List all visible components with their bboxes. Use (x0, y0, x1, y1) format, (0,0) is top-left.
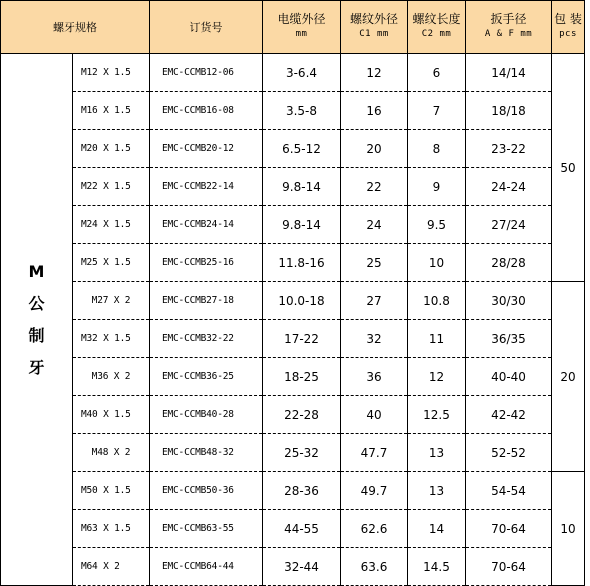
cell-wrench-size: 52-52 (466, 434, 552, 472)
cell-wrench-size: 40-40 (466, 358, 552, 396)
cell-thread-spec: M36 X 2 (73, 358, 150, 396)
cell-thread-length: 11 (408, 320, 466, 358)
cell-thread-spec: M32 X 1.5 (73, 320, 150, 358)
cell-cable-diameter: 28-36 (263, 472, 341, 510)
category-char: 制 (28, 325, 45, 345)
cell-thread-spec: M22 X 1.5 (73, 168, 150, 206)
cell-cable-diameter: 18-25 (263, 358, 341, 396)
cell-thread-length: 14.5 (408, 548, 466, 586)
cell-thread-length: 14 (408, 510, 466, 548)
cell-thread-length: 10.8 (408, 282, 466, 320)
header-thread-length-label: 螺纹长度 (412, 12, 461, 26)
cell-thread-diameter: 25 (341, 244, 408, 282)
category-char: 公 (28, 293, 45, 313)
header-thread-diameter (341, 1, 408, 54)
header-cable-diameter (263, 1, 341, 54)
cell-thread-length: 8 (408, 130, 466, 168)
cell-wrench-size: 42-42 (466, 396, 552, 434)
cell-cable-diameter: 3.5-8 (263, 92, 341, 130)
cell-wrench-size: 36/35 (466, 320, 552, 358)
cell-wrench-size: 24-24 (466, 168, 552, 206)
cell-cable-diameter: 9.8-14 (263, 168, 341, 206)
cell-order-number: EMC-CCMB36-25 (150, 358, 263, 396)
table-row (1, 510, 585, 548)
cell-wrench-size: 28/28 (466, 244, 552, 282)
cell-order-number: EMC-CCMB50-36 (150, 472, 263, 510)
cell-thread-length: 12 (408, 358, 466, 396)
cell-order-number: EMC-CCMB12-06 (150, 54, 263, 92)
table-row (1, 358, 585, 396)
cell-thread-spec: M40 X 1.5 (73, 396, 150, 434)
cell-thread-length: 7 (408, 92, 466, 130)
cell-wrench-size: 18/18 (466, 92, 552, 130)
cell-wrench-size: 54-54 (466, 472, 552, 510)
cell-cable-diameter: 3-6.4 (263, 54, 341, 92)
header-thread-diameter-label: 螺纹外径 (349, 12, 398, 26)
cell-order-number: EMC-CCMB27-18 (150, 282, 263, 320)
cell-thread-diameter: 22 (341, 168, 408, 206)
cell-wrench-size: 30/30 (466, 282, 552, 320)
table-row (1, 434, 585, 472)
cell-order-number: EMC-CCMB40-28 (150, 396, 263, 434)
cell-packaging-group: 20 (552, 282, 585, 472)
table-row (1, 320, 585, 358)
cell-cable-diameter: 6.5-12 (263, 130, 341, 168)
cell-thread-length: 9 (408, 168, 466, 206)
table-row (1, 548, 585, 586)
cell-order-number: EMC-CCMB25-16 (150, 244, 263, 282)
header-packaging (552, 1, 585, 54)
cell-order-number: EMC-CCMB32-22 (150, 320, 263, 358)
cell-thread-length: 12.5 (408, 396, 466, 434)
header-thread-diameter-unit: C1 mm (359, 29, 389, 39)
cell-cable-diameter: 25-32 (263, 434, 341, 472)
cell-packaging-group: 50 (552, 54, 585, 282)
cell-cable-diameter: 9.8-14 (263, 206, 341, 244)
header-thread-length-unit: C2 mm (421, 29, 452, 39)
cell-wrench-size: 70-64 (466, 510, 552, 548)
header-packaging-label: 包 装 (554, 12, 582, 26)
table-row (1, 206, 585, 244)
cell-packaging-group: 10 (552, 472, 585, 586)
header-packaging-unit: pcs (559, 29, 577, 39)
cell-thread-diameter: 20 (341, 130, 408, 168)
cell-thread-length: 13 (408, 472, 466, 510)
cell-cable-diameter: 44-55 (263, 510, 341, 548)
cell-thread-length: 10 (408, 244, 466, 282)
cell-thread-spec: M48 X 2 (73, 434, 150, 472)
cell-wrench-size: 23-22 (466, 130, 552, 168)
category-char: 牙 (28, 357, 45, 377)
header-cable-diameter-unit: mm (295, 29, 308, 39)
cell-thread-spec: M63 X 1.5 (73, 510, 150, 548)
cell-wrench-size: 14/14 (466, 54, 552, 92)
cell-thread-diameter: 47.7 (341, 434, 408, 472)
table-row (1, 244, 585, 282)
table-row (1, 54, 585, 92)
header-thread-spec: 螺牙规格 (1, 1, 150, 54)
cell-thread-spec: M50 X 1.5 (73, 472, 150, 510)
cell-thread-diameter: 27 (341, 282, 408, 320)
cell-thread-spec: M12 X 1.5 (73, 54, 150, 92)
header-thread-length (408, 1, 466, 54)
cell-thread-diameter: 62.6 (341, 510, 408, 548)
category-char: M (28, 261, 45, 281)
category-metric-thread (1, 54, 73, 586)
cell-wrench-size: 27/24 (466, 206, 552, 244)
cell-thread-spec: M27 X 2 (73, 282, 150, 320)
cell-thread-spec: M16 X 1.5 (73, 92, 150, 130)
table-row (1, 168, 585, 206)
cell-cable-diameter: 11.8-16 (263, 244, 341, 282)
cell-order-number: EMC-CCMB64-44 (150, 548, 263, 586)
cell-order-number: EMC-CCMB63-55 (150, 510, 263, 548)
table-row (1, 92, 585, 130)
table-row (1, 282, 585, 320)
cell-order-number: EMC-CCMB22-14 (150, 168, 263, 206)
cell-cable-diameter: 17-22 (263, 320, 341, 358)
cell-thread-spec: M64 X 2 (73, 548, 150, 586)
cell-cable-diameter: 10.0-18 (263, 282, 341, 320)
table-row (1, 396, 585, 434)
table-row (1, 472, 585, 510)
table-header-row (1, 1, 585, 54)
header-wrench-size (466, 1, 552, 54)
cell-cable-diameter: 32-44 (263, 548, 341, 586)
cell-wrench-size: 70-64 (466, 548, 552, 586)
cell-thread-diameter: 16 (341, 92, 408, 130)
header-order-number: 订货号 (150, 1, 263, 54)
cell-order-number: EMC-CCMB24-14 (150, 206, 263, 244)
cell-thread-diameter: 49.7 (341, 472, 408, 510)
cell-order-number: EMC-CCMB48-32 (150, 434, 263, 472)
header-cable-diameter-label: 电缆外径 (277, 12, 326, 26)
table-row (1, 130, 585, 168)
header-wrench-size-unit: A & F mm (484, 29, 533, 39)
cell-thread-diameter: 32 (341, 320, 408, 358)
cell-thread-length: 9.5 (408, 206, 466, 244)
cell-thread-length: 6 (408, 54, 466, 92)
cell-thread-diameter: 63.6 (341, 548, 408, 586)
cell-thread-spec: M24 X 1.5 (73, 206, 150, 244)
cell-thread-diameter: 40 (341, 396, 408, 434)
cell-thread-diameter: 12 (341, 54, 408, 92)
cell-thread-length: 13 (408, 434, 466, 472)
cell-thread-diameter: 24 (341, 206, 408, 244)
cell-order-number: EMC-CCMB16-08 (150, 92, 263, 130)
cell-thread-diameter: 36 (341, 358, 408, 396)
cell-cable-diameter: 22-28 (263, 396, 341, 434)
cell-thread-spec: M20 X 1.5 (73, 130, 150, 168)
cell-thread-spec: M25 X 1.5 (73, 244, 150, 282)
header-wrench-size-label: 扳手径 (490, 12, 527, 26)
cell-order-number: EMC-CCMB20-12 (150, 130, 263, 168)
